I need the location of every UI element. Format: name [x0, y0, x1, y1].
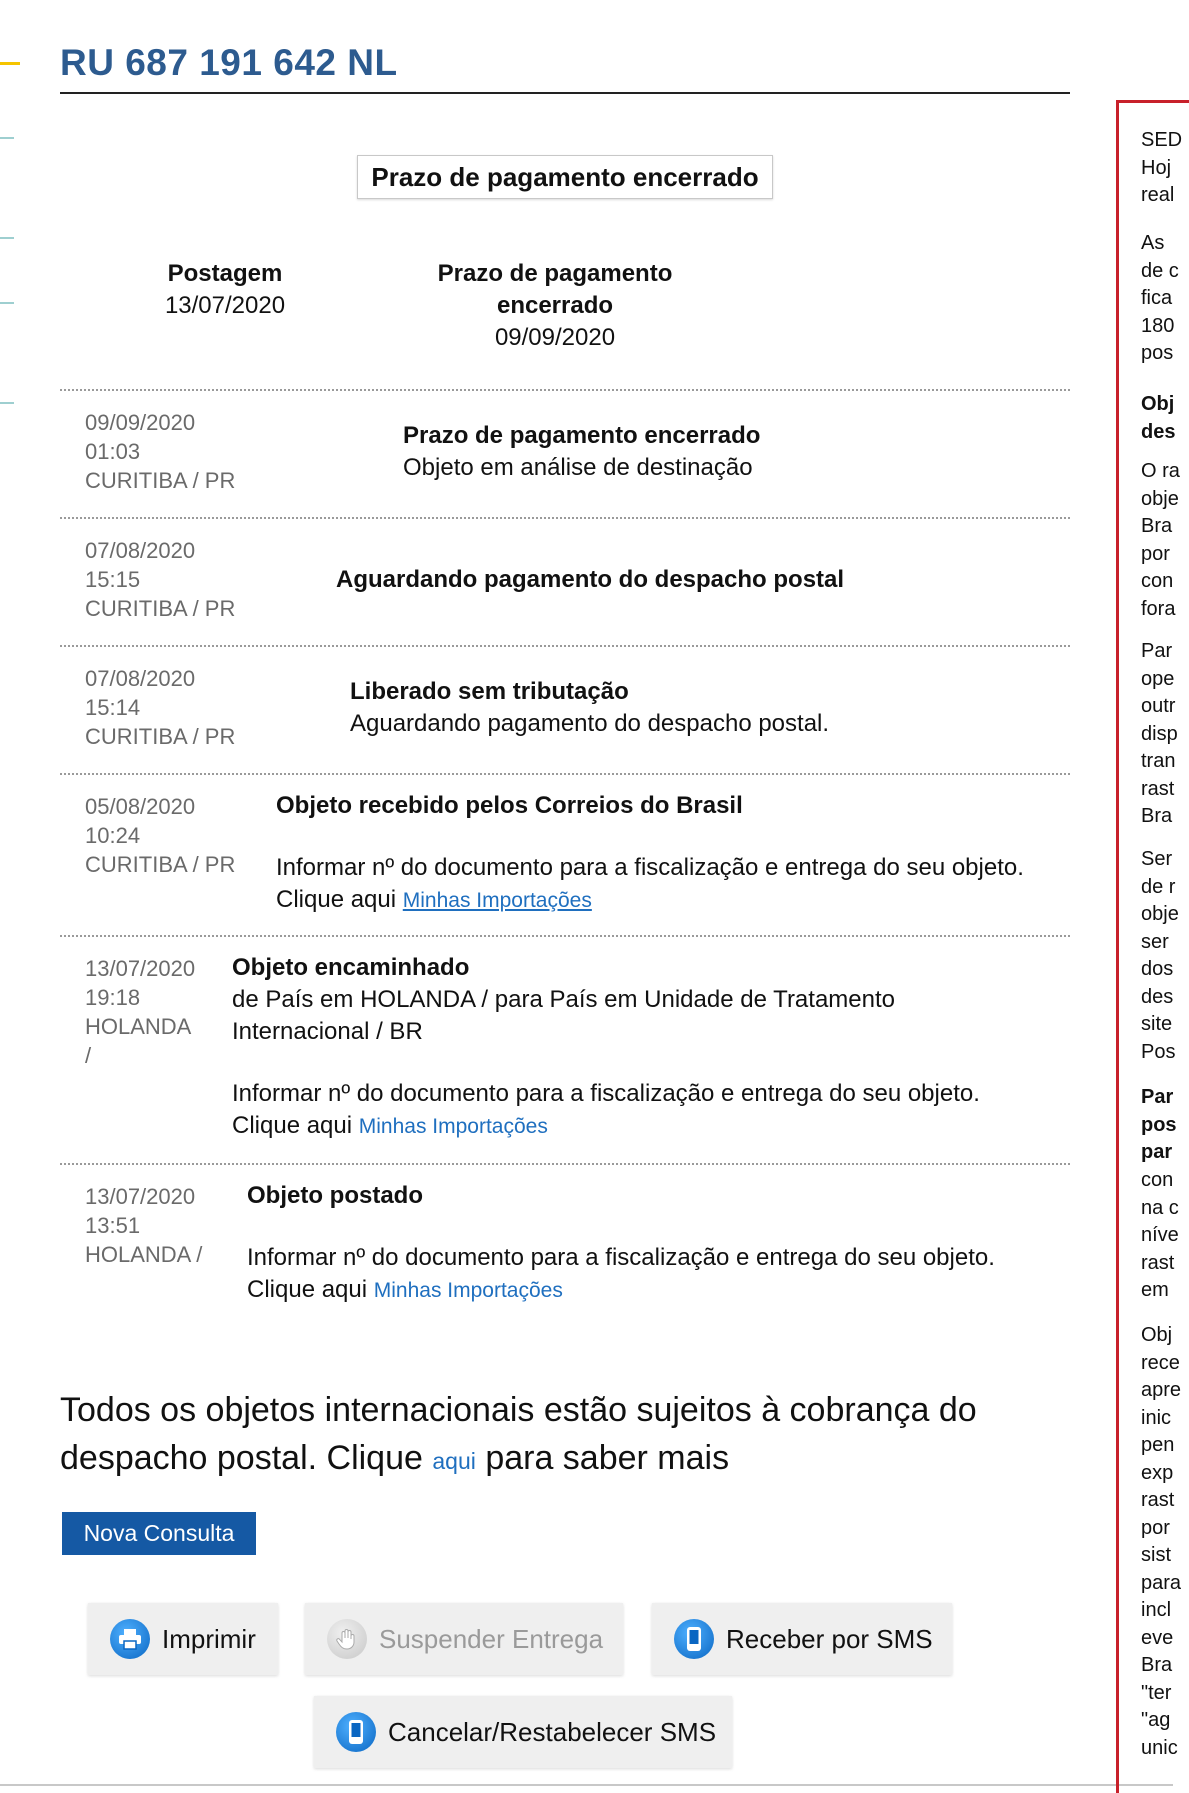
sidebar-line: site	[1141, 1013, 1173, 1035]
deadline-summary	[420, 258, 690, 354]
deadline-label: Prazo de pagamento	[437, 260, 673, 287]
event-divider	[60, 517, 1070, 519]
print-label: Imprimir	[162, 1623, 256, 1654]
event-title: Objeto recebido pelos Correios do Brasil	[276, 792, 743, 819]
sidebar-line: ser	[1141, 930, 1169, 953]
tracking-code: RU 687 191 642 NL	[60, 42, 398, 83]
disclaimer-text: despacho postal. Clique	[60, 1439, 423, 1477]
event-body	[247, 1180, 995, 1307]
event-body	[403, 420, 760, 484]
event-title: Prazo de pagamento encerrado	[403, 422, 761, 449]
event-time: 13:51	[85, 1213, 141, 1238]
sidebar-line: pos	[1141, 342, 1174, 364]
sidebar-line: Obj	[1141, 1324, 1173, 1346]
sidebar-line: As	[1141, 232, 1165, 254]
event-place: /	[85, 1043, 92, 1068]
event-date: 07/08/2020	[85, 666, 196, 691]
minhas-importacoes-link[interactable]: Minhas Importações	[373, 1279, 563, 1302]
sidebar-line: SED	[1141, 129, 1183, 151]
event-info: Informar nº do documento para a fiscalização e entrega do seu objeto.	[276, 854, 1024, 881]
sidebar-line: de c	[1141, 259, 1179, 282]
sidebar-line: níve	[1141, 1224, 1179, 1246]
sidebar-line: Bra	[1141, 1654, 1173, 1676]
event-title: Liberado sem tributação	[350, 678, 629, 705]
left-tick	[0, 302, 14, 304]
event-title: Objeto postado	[247, 1182, 423, 1209]
event-divider	[60, 935, 1070, 937]
event-meta	[85, 664, 235, 751]
event-meta	[85, 1182, 202, 1269]
sidebar-line: por	[1141, 542, 1170, 565]
sidebar-line: par	[1141, 1141, 1173, 1163]
sidebar-line: rece	[1141, 1351, 1180, 1374]
sidebar-line: por	[1141, 1516, 1170, 1539]
event-place: HOLANDA	[85, 1014, 192, 1039]
sidebar-paragraph	[1141, 458, 1189, 623]
event-date: 09/09/2020	[85, 410, 196, 435]
suspend-delivery-button[interactable]	[305, 1603, 623, 1675]
event-divider	[60, 389, 1070, 391]
sidebar-line: eve	[1141, 1626, 1174, 1649]
event-title: Objeto encaminhado	[232, 954, 470, 981]
receive-sms-button[interactable]	[652, 1603, 952, 1675]
sidebar-line: con	[1141, 570, 1174, 592]
event-date: 05/08/2020	[85, 794, 196, 819]
sidebar-paragraph	[1141, 638, 1189, 831]
deadline-date: 09/09/2020	[494, 324, 616, 351]
sidebar-line: dos	[1141, 958, 1174, 980]
sidebar-line: des	[1141, 985, 1174, 1008]
sidebar-line: fica	[1141, 287, 1173, 309]
deadline-label: encerrado	[496, 292, 614, 319]
event-time: 19:18	[85, 985, 141, 1010]
receive-sms-label: Receber por SMS	[726, 1623, 933, 1654]
event-divider	[60, 1163, 1070, 1165]
sidebar-line: Bra	[1141, 805, 1173, 827]
sidebar-line: disp	[1141, 722, 1178, 745]
hand-icon	[327, 1619, 367, 1659]
event-place: CURITIBA / PR	[85, 724, 236, 749]
info-sidebar	[1116, 100, 1189, 1793]
sidebar-line: unic	[1141, 1736, 1178, 1759]
posted-summary	[145, 258, 305, 322]
sidebar-line: pos	[1141, 1113, 1177, 1136]
sidebar-line: rast	[1141, 1251, 1175, 1274]
sidebar-line: rast	[1141, 777, 1175, 800]
sidebar-paragraph	[1141, 1322, 1189, 1762]
event-detail: de País em HOLANDA / para País em Unidade de Tratamento	[232, 986, 895, 1013]
event-divider	[60, 645, 1070, 647]
event-body	[232, 952, 980, 1143]
title-divider	[60, 92, 1070, 94]
sidebar-line: pen	[1141, 1434, 1175, 1456]
sidebar-line: ope	[1141, 667, 1175, 690]
learn-more-link[interactable]: aqui	[432, 1448, 476, 1474]
sidebar-line: O ra	[1141, 460, 1180, 482]
event-time: 15:14	[85, 695, 141, 720]
event-click-line	[276, 884, 1024, 917]
event-meta	[85, 408, 235, 495]
event-time: 10:24	[85, 823, 141, 848]
sidebar-line: "ter	[1141, 1681, 1172, 1704]
left-tick	[0, 137, 14, 139]
sidebar-line: Par	[1141, 1086, 1174, 1108]
event-meta	[85, 792, 235, 879]
event-place: CURITIBA / PR	[85, 468, 236, 493]
sidebar-paragraph	[1141, 1167, 1189, 1305]
cancel-sms-button[interactable]	[314, 1696, 732, 1768]
click-here-text: Clique aqui	[276, 886, 397, 913]
new-query-button[interactable]: Nova Consulta	[62, 1512, 256, 1555]
disclaimer-text: para saber mais	[485, 1439, 730, 1477]
sidebar-line: em	[1141, 1279, 1169, 1301]
sidebar-line: outr	[1141, 695, 1176, 717]
event-place: HOLANDA /	[85, 1242, 203, 1267]
sidebar-line: obje	[1141, 487, 1179, 510]
posted-label: Postagem	[167, 260, 283, 287]
left-accent-bar	[0, 62, 20, 65]
cancel-sms-label: Cancelar/Restabelecer SMS	[388, 1716, 717, 1747]
event-date: 13/07/2020	[85, 956, 196, 981]
event-detail: Internacional / BR	[232, 1018, 423, 1045]
event-click-line	[247, 1274, 995, 1307]
event-info: Informar nº do documento para a fiscalização e entrega do seu objeto.	[232, 1080, 980, 1107]
sidebar-line: tran	[1141, 750, 1176, 772]
event-click-line	[232, 1110, 980, 1143]
event-body	[336, 564, 844, 596]
event-info: Informar nº do documento para a fiscalização e entrega do seu objeto.	[247, 1244, 995, 1271]
print-button[interactable]	[88, 1603, 278, 1675]
disclaimer-line	[60, 1434, 1060, 1485]
event-detail: Aguardando pagamento do despacho postal.	[350, 710, 830, 737]
sidebar-line: de r	[1141, 875, 1176, 898]
event-date: 13/07/2020	[85, 1184, 196, 1209]
left-tick	[0, 402, 14, 404]
bottom-divider	[0, 1784, 1173, 1786]
posted-date: 13/07/2020	[164, 292, 286, 319]
event-place: CURITIBA / PR	[85, 596, 236, 621]
event-meta	[85, 954, 195, 1070]
sidebar-paragraph	[1141, 230, 1189, 368]
click-here-text: Clique aqui	[247, 1276, 368, 1303]
click-here-text: Clique aqui	[232, 1112, 353, 1139]
event-time: 15:15	[85, 567, 141, 592]
sidebar-line: na c	[1141, 1196, 1179, 1219]
sidebar-line: "ag	[1141, 1709, 1171, 1731]
event-body	[350, 676, 829, 740]
sidebar-line: Hoj	[1141, 156, 1172, 179]
sidebar-line: Par	[1141, 640, 1173, 662]
event-date: 07/08/2020	[85, 538, 196, 563]
sidebar-line: Bra	[1141, 515, 1173, 537]
customs-disclaimer	[60, 1386, 1060, 1485]
sidebar-line: rast	[1141, 1489, 1175, 1511]
sidebar-line: incl	[1141, 1599, 1172, 1621]
event-title: Aguardando pagamento do despacho postal	[336, 566, 845, 593]
event-place: CURITIBA / PR	[85, 852, 236, 877]
sidebar-line: sist	[1141, 1544, 1171, 1566]
minhas-importacoes-link[interactable]: Minhas Importações	[402, 889, 592, 912]
sidebar-line: des	[1141, 420, 1176, 443]
event-body	[276, 790, 1024, 917]
sidebar-line: apre	[1141, 1379, 1182, 1401]
event-detail: Objeto em análise de destinação	[403, 454, 753, 481]
sidebar-paragraph	[1141, 127, 1189, 210]
phone-icon	[336, 1712, 376, 1752]
sidebar-line: obje	[1141, 903, 1179, 925]
sidebar-line: 180	[1141, 314, 1175, 337]
minhas-importacoes-link[interactable]: Minhas Importações	[358, 1115, 548, 1138]
disclaimer-line: Todos os objetos internacionais estão sujeitos à cobrança do	[60, 1391, 977, 1429]
sidebar-line: Pos	[1141, 1040, 1176, 1063]
sidebar-line: con	[1141, 1169, 1174, 1191]
left-tick	[0, 237, 14, 239]
sidebar-line: fora	[1141, 597, 1176, 620]
sidebar-line: exp	[1141, 1461, 1174, 1484]
sidebar-heading	[1141, 1084, 1189, 1167]
status-box: Prazo de pagamento encerrado	[357, 155, 773, 199]
printer-icon	[110, 1619, 150, 1659]
sidebar-line: real	[1141, 184, 1175, 206]
event-divider	[60, 773, 1070, 775]
event-meta	[85, 536, 235, 623]
sidebar-paragraph	[1141, 846, 1189, 1066]
suspend-delivery-label: Suspender Entrega	[379, 1623, 604, 1654]
sidebar-heading	[1141, 391, 1189, 446]
sidebar-line: Ser	[1141, 848, 1173, 870]
sidebar-line: Obj	[1141, 393, 1175, 415]
event-time: 01:03	[85, 439, 141, 464]
phone-icon	[674, 1619, 714, 1659]
sidebar-line: para	[1141, 1571, 1182, 1594]
sidebar-line: inic	[1141, 1406, 1172, 1429]
